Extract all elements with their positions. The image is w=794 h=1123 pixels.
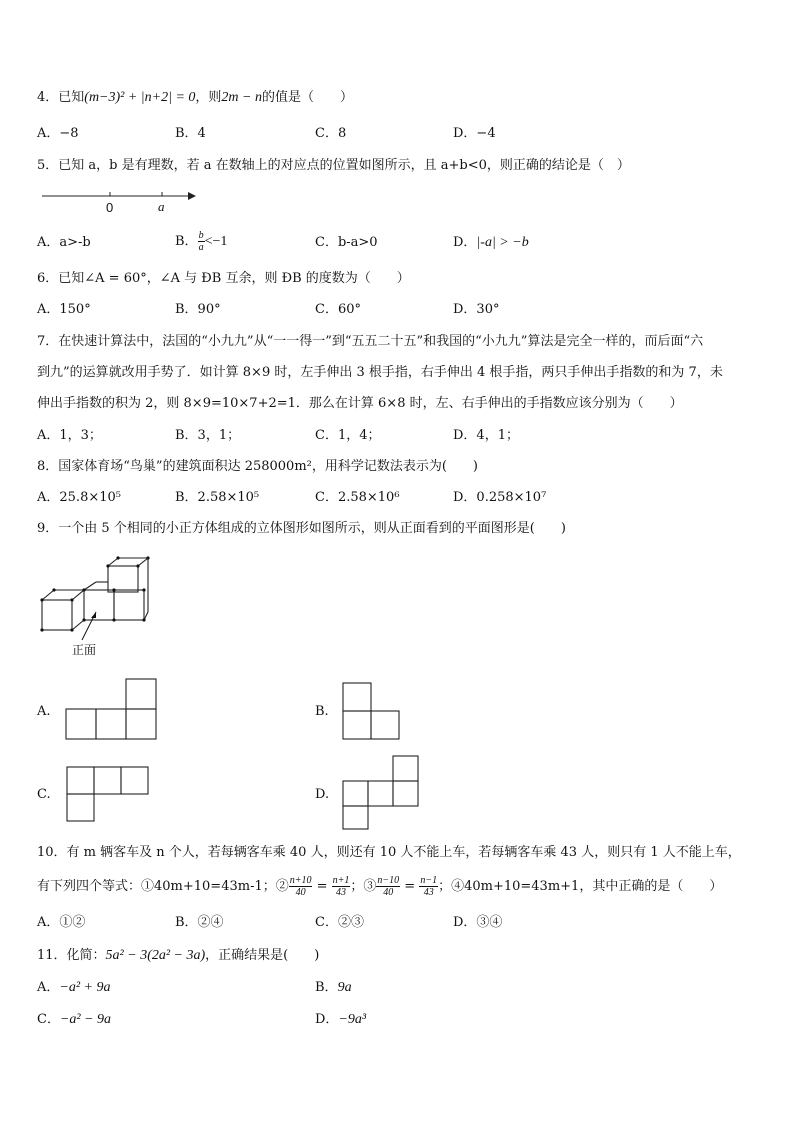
question-11-stem <box>37 947 319 965</box>
question-7-line-3: 伸出手指数的积为 2，则 8×9=10×7+2=1．那么在计算 6×8 时，左、右手伸出的手指数应该分别为（ ） <box>37 396 683 411</box>
q10-option-b[interactable]: B．②④ <box>175 915 224 930</box>
number-line-figure <box>40 188 200 218</box>
q5-option-b-fraction <box>198 230 205 253</box>
q4-expression: (m−3)² + |n+2| = 0 <box>84 90 196 105</box>
q10-frac-1 <box>289 875 313 898</box>
q5-option-c[interactable]: C．b-a>0 <box>315 235 378 250</box>
cube-right-bottom <box>114 590 144 620</box>
frac-num: b <box>198 230 204 241</box>
q5-option-b-tail: <−1 <box>204 234 228 249</box>
cube-front-left <box>42 600 72 630</box>
question-7-line-1: 7．在快速计算法中，法国的“小九九”从“一一得一”到“五五二十五”和我国的“小九九”算法是完全一样的，而后面“六 <box>37 334 704 349</box>
q10-option-a[interactable]: A．①② <box>37 915 86 930</box>
q5-option-d-letter: D． <box>453 235 477 250</box>
q9-option-d-label[interactable]: D. <box>315 787 330 802</box>
q5-option-b-letter: B． <box>175 234 198 249</box>
q10-option-c[interactable]: C．②③ <box>315 915 364 930</box>
q5-option-d-expr: |-a| > −b <box>476 235 529 250</box>
front-view-label: 正面 <box>72 643 97 657</box>
q9-option-a-label[interactable]: A. <box>37 704 51 719</box>
frac-den: 40 <box>295 887 306 898</box>
frac-den: a <box>198 242 204 253</box>
q11-option-b[interactable] <box>315 979 352 997</box>
q7-option-d[interactable]: D．4，1； <box>453 428 519 443</box>
q5-option-a[interactable]: A．a>-b <box>37 235 91 250</box>
q11-option-c-expr: −a² − 9a <box>59 1012 112 1027</box>
q4-option-b[interactable]: B．4 <box>175 126 206 141</box>
cube-middle <box>84 590 114 620</box>
cube-top-face <box>108 558 148 566</box>
q11-option-a-expr: −a² + 9a <box>59 980 111 995</box>
q8-option-d[interactable]: D．0.258×10⁷ <box>453 490 547 505</box>
q10-text-c: ；④40m+10=43m+1，其中正确的是（ ） <box>438 879 723 894</box>
front-arrow-head <box>91 612 96 618</box>
q9-option-c-label[interactable]: C. <box>37 787 51 802</box>
q10-frac-2 <box>332 875 351 898</box>
q4-option-d[interactable]: D．−4 <box>453 126 496 141</box>
q8-option-c[interactable]: C．2.58×10⁶ <box>315 490 400 505</box>
q7-option-b[interactable]: B．3，1； <box>175 428 241 443</box>
frac-num: n−10 <box>377 875 400 886</box>
q9-option-b-figure[interactable] <box>340 680 404 744</box>
q5-option-b[interactable] <box>175 230 227 253</box>
q4-option-c[interactable]: C．8 <box>315 126 347 141</box>
q6-option-d[interactable]: D．30° <box>453 302 500 317</box>
q8-option-a[interactable]: A．25.8×10⁵ <box>37 490 121 505</box>
q6-option-a[interactable]: A．150° <box>37 302 91 317</box>
question-4-stem <box>37 89 353 107</box>
q11-option-d[interactable] <box>315 1011 366 1029</box>
question-6-stem: 6．已知∠A = 60°，∠A 与 ÐB 互余，则 ÐB 的度数为（ ） <box>37 271 410 286</box>
q11-text-b: ，正确结果是( ) <box>205 948 320 963</box>
q4-text-c: 的值是（ ） <box>261 90 353 105</box>
q4-expression-2: 2m − n <box>221 90 262 105</box>
q9-option-b-label[interactable]: B. <box>315 704 329 719</box>
q7-option-c[interactable]: C．1，4； <box>315 428 381 443</box>
q10-text-a: 有下列四个等式：①40m+10=43m-1；② <box>37 879 289 894</box>
q8-option-b[interactable]: B．2.58×10⁵ <box>175 490 260 505</box>
number-line-arrow <box>188 192 196 200</box>
q7-option-a[interactable]: A．1，3； <box>37 428 102 443</box>
cube-solid-figure <box>38 556 158 661</box>
q9-option-d-figure[interactable] <box>340 754 424 832</box>
frac-num: n+1 <box>332 875 350 886</box>
q4-text-a: 4．已知 <box>37 90 85 105</box>
q11-expression: 5a² − 3(2a² − 3a) <box>105 948 206 963</box>
q6-option-c[interactable]: C．60° <box>315 302 361 317</box>
q11-option-c-letter: C． <box>37 1012 60 1027</box>
frac-num: n+10 <box>289 875 312 886</box>
q11-text-a: 11．化简： <box>37 948 106 963</box>
q11-option-b-letter: B． <box>315 980 338 995</box>
question-8-stem: 8．国家体育场“鸟巢”的建筑面积达 258000m²，用科学记数法表示为( ) <box>37 459 479 474</box>
q10-text-b: ；③ <box>350 879 377 894</box>
axis-a-label: a <box>158 199 165 214</box>
q10-option-d[interactable]: D．③④ <box>453 915 503 930</box>
q11-option-a[interactable] <box>37 979 110 997</box>
cube-top-left <box>42 590 84 600</box>
q5-option-d[interactable] <box>453 234 529 252</box>
q4-option-a[interactable]: A．−8 <box>37 126 79 141</box>
question-10-line-2: 有下列四个等式：①40m+10=43m-1；② $\frac{n+10}{40}$ = $\frac{n+1}{43}$ ；③ $\frac{n-10}{40}$ = $\frac{n-1}{43}$ ；④40m+10=43m+1，其中正确的是（ ） <box>37 875 723 898</box>
q4-text-b: ，则 <box>195 90 222 105</box>
q10-frac-4 <box>419 875 438 898</box>
q6-option-b[interactable]: B．90° <box>175 302 221 317</box>
axis-zero-label: 0 <box>106 200 114 215</box>
question-5-stem: 5．已知 a，b 是有理数，若 a 在数轴上的对应点的位置如图所示，且 a+b<0，则正确的结论是（ ） <box>37 158 630 173</box>
q11-option-d-letter: D． <box>315 1012 339 1027</box>
q11-option-c[interactable] <box>37 1011 111 1029</box>
question-9-stem: 9．一个由 5 个相同的小正方体组成的立体图形如图所示，则从正面看到的平面图形是( ) <box>37 521 566 536</box>
q11-option-b-expr: 9a <box>337 980 352 995</box>
frac-num: n−1 <box>420 875 438 886</box>
q11-option-a-letter: A． <box>37 980 60 995</box>
frac-den: 40 <box>383 887 394 898</box>
q10-frac-3 <box>376 875 400 898</box>
question-7-line-2: 到九”的运算就改用手势了．如计算 8×9 时，左手伸出 3 根手指，右手伸出 4 根手指，两只手伸出手指数的和为 7，未 <box>37 365 723 380</box>
frac-den: 43 <box>336 887 347 898</box>
question-10-line-1: 10．有 m 辆客车及 n 个人，若每辆客车乘 40 人，则还有 10 人不能上车，若每辆客车乘 43 人，则只有 1 人不能上车， <box>37 845 741 860</box>
q9-option-c-figure[interactable] <box>64 764 154 824</box>
frac-den: 43 <box>423 887 434 898</box>
q9-option-a-figure[interactable] <box>62 676 162 746</box>
q11-option-d-expr: −9a³ <box>338 1012 367 1027</box>
cube-top <box>108 566 138 592</box>
